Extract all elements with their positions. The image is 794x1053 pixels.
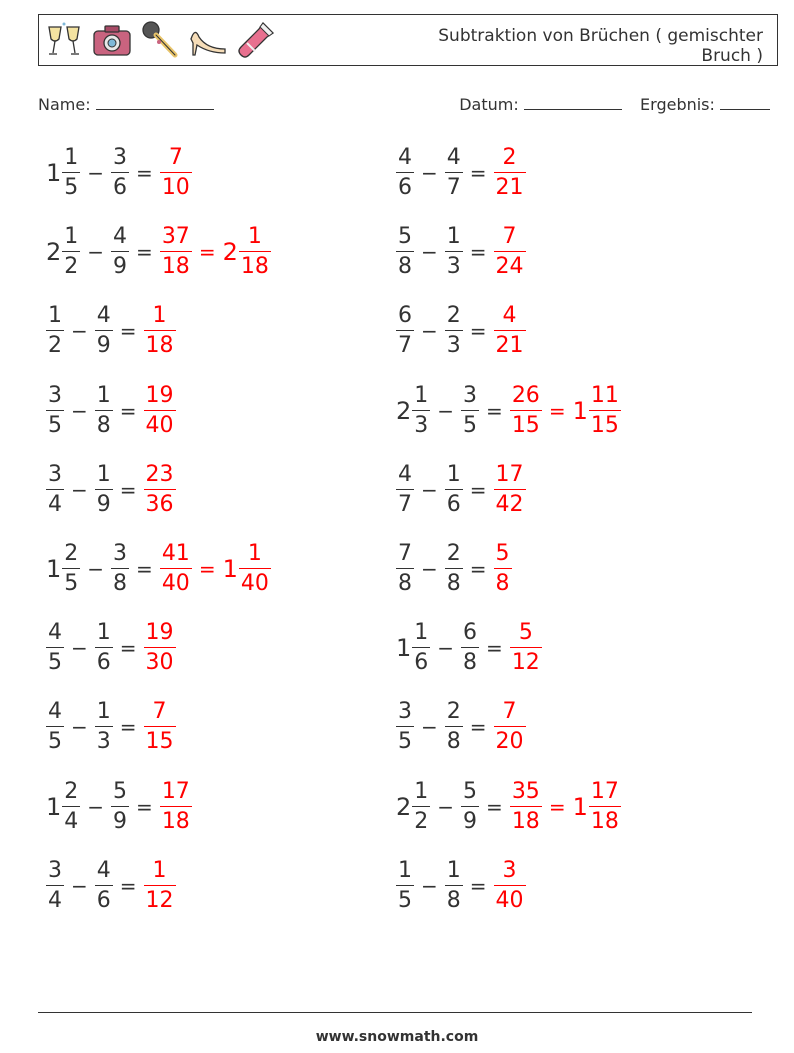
numerator: 3 — [113, 541, 128, 566]
equals-sign: = — [486, 398, 503, 423]
denominator: 2 — [62, 251, 80, 278]
answer — [160, 543, 271, 595]
denominator: 4 — [46, 489, 64, 516]
denominator: 5 — [62, 172, 80, 199]
answer — [494, 305, 526, 357]
numerator: 1 — [247, 224, 262, 250]
answer-whole-number: 2 — [222, 238, 238, 267]
denominator: 8 — [461, 647, 479, 674]
minus-sign: − — [437, 636, 455, 661]
answer-fraction — [510, 622, 542, 674]
numerator: 3 — [502, 857, 517, 883]
denominator: 18 — [160, 806, 192, 833]
answer-mixed-fraction — [589, 778, 621, 834]
denominator: 5 — [461, 410, 479, 437]
subtrahend-fraction — [95, 857, 113, 913]
denominator: 6 — [95, 647, 113, 674]
equals-sign: = — [486, 636, 503, 661]
denominator: 6 — [111, 172, 129, 199]
numerator: 1 — [48, 303, 62, 329]
equals-sign: = — [486, 794, 503, 819]
denominator: 3 — [412, 410, 430, 437]
numerator: 4 — [96, 857, 111, 883]
numerator: 41 — [161, 541, 190, 566]
denominator: 18 — [589, 806, 621, 833]
subtrahend-fraction — [111, 543, 129, 595]
minuend-fraction — [62, 147, 80, 199]
answer-mixed-fraction — [589, 382, 621, 438]
numerator: 17 — [590, 778, 619, 804]
worksheet-title: Subtraktion von Brüchen ( gemischter Bruch ) — [438, 26, 763, 66]
denominator: 9 — [95, 489, 113, 516]
equals-sign: = — [119, 715, 137, 740]
denominator: 8 — [396, 251, 414, 278]
answer-fraction — [144, 857, 176, 913]
denominator: 7 — [396, 330, 414, 357]
denominator: 3 — [445, 251, 463, 278]
denominator: 5 — [396, 726, 414, 753]
numerator: 23 — [145, 461, 174, 487]
numerator: 7 — [502, 224, 517, 250]
denominator: 18 — [510, 806, 542, 833]
denominator: 8 — [445, 885, 463, 912]
numerator: 3 — [48, 461, 62, 487]
equals-sign: = — [119, 319, 137, 344]
answer — [144, 382, 176, 438]
minus-sign: − — [437, 398, 455, 423]
problem-item — [396, 458, 526, 522]
subtrahend-fraction — [95, 305, 113, 357]
minuend-fraction — [396, 461, 414, 517]
minuend-fraction — [46, 622, 64, 674]
equals-sign: = — [198, 240, 216, 265]
answer-mixed-fraction — [239, 226, 271, 278]
equals-sign: = — [469, 557, 487, 581]
numerator: 2 — [502, 145, 517, 170]
problem-item — [396, 537, 512, 601]
answer-fraction — [144, 701, 176, 753]
minus-sign: − — [437, 794, 455, 819]
problem-item — [396, 379, 621, 443]
date-label: Datum: — [459, 95, 519, 114]
numerator: 1 — [152, 303, 167, 329]
subtrahend-fraction — [445, 701, 463, 753]
subtrahend-fraction — [95, 461, 113, 517]
denominator: 8 — [95, 410, 113, 437]
answer-fraction — [494, 543, 512, 595]
denominator: 12 — [510, 647, 542, 674]
minus-sign: − — [87, 794, 105, 819]
subtrahend-fraction — [445, 461, 463, 517]
numerator: 5 — [398, 224, 412, 250]
denominator: 9 — [111, 806, 129, 833]
minuend-fraction — [62, 226, 80, 278]
answer — [144, 857, 176, 913]
numerator: 1 — [398, 857, 412, 883]
answer-fraction — [160, 778, 192, 834]
answer-fraction — [160, 147, 192, 199]
problem-item — [396, 299, 526, 363]
answer — [144, 622, 176, 674]
minuend-fraction — [396, 857, 414, 913]
problem-item — [396, 775, 621, 839]
numerator: 2 — [446, 699, 461, 725]
subtrahend-fraction — [445, 147, 463, 199]
whole-number: 1 — [46, 792, 62, 821]
numerator: 5 — [463, 778, 478, 804]
denominator: 6 — [95, 885, 113, 912]
denominator: 9 — [95, 330, 113, 357]
answer — [494, 461, 526, 517]
denominator: 7 — [445, 172, 463, 199]
numerator: 5 — [113, 778, 128, 804]
subtrahend-fraction — [111, 778, 129, 834]
problem-item — [396, 220, 526, 284]
denominator: 4 — [46, 885, 64, 912]
minus-sign: − — [71, 873, 88, 898]
denominator: 15 — [510, 410, 542, 437]
equals-sign: = — [136, 794, 153, 819]
answer-fraction — [494, 305, 526, 357]
numerator: 26 — [511, 382, 540, 408]
whole-number: 1 — [46, 555, 62, 583]
minuend-fraction — [396, 226, 414, 278]
answer — [160, 226, 271, 278]
denominator: 2 — [412, 806, 430, 833]
subtrahend-fraction — [95, 382, 113, 438]
answer-fraction — [144, 622, 176, 674]
answer-fraction — [494, 147, 526, 199]
answer-fraction — [144, 382, 176, 438]
minuend-fraction — [396, 701, 414, 753]
equals-sign: = — [469, 715, 487, 740]
minuend-fraction — [396, 305, 414, 357]
subtrahend-fraction — [445, 226, 463, 278]
denominator: 42 — [494, 489, 526, 516]
minuend-fraction — [46, 701, 64, 753]
numerator: 1 — [446, 857, 461, 883]
equals-sign: = — [548, 398, 566, 423]
numerator: 19 — [145, 382, 174, 408]
denominator: 6 — [445, 489, 463, 516]
denominator: 12 — [144, 885, 176, 912]
answer-fraction — [494, 701, 526, 753]
numerator: 4 — [398, 461, 412, 487]
answer — [494, 701, 526, 753]
denominator: 40 — [239, 568, 271, 595]
minuend-fraction — [62, 778, 80, 834]
numerator: 3 — [463, 382, 478, 408]
minus-sign: − — [71, 319, 88, 344]
answer — [144, 701, 176, 753]
denominator: 30 — [144, 647, 176, 674]
numerator: 4 — [446, 145, 461, 170]
minus-sign: − — [421, 477, 438, 502]
minuend-fraction — [412, 382, 430, 438]
numerator: 1 — [247, 541, 262, 566]
minus-sign: − — [421, 557, 438, 581]
answer — [510, 382, 621, 438]
denominator: 6 — [412, 647, 430, 674]
answer — [510, 622, 542, 674]
denominator: 5 — [46, 647, 64, 674]
name-label: Name: — [38, 95, 91, 114]
minus-sign: − — [421, 161, 438, 185]
minuend-fraction — [412, 778, 430, 834]
denominator: 8 — [494, 568, 512, 595]
minus-sign: − — [71, 477, 88, 502]
minus-sign: − — [87, 240, 105, 265]
numerator: 2 — [446, 303, 461, 329]
numerator: 17 — [161, 778, 190, 804]
numerator: 6 — [463, 620, 478, 646]
numerator: 1 — [96, 461, 111, 487]
answer-whole-number: 1 — [572, 396, 588, 425]
equals-sign: = — [119, 477, 137, 502]
minus-sign: − — [71, 398, 88, 423]
denominator: 5 — [46, 410, 64, 437]
denominator: 21 — [494, 172, 526, 199]
minuend-fraction — [46, 382, 64, 438]
result-label: Ergebnis: — [640, 95, 715, 114]
denominator: 10 — [160, 172, 192, 199]
minuend-fraction — [62, 543, 80, 595]
footer-divider — [38, 1012, 752, 1013]
minus-sign: − — [87, 161, 105, 185]
problem-item — [46, 695, 176, 759]
denominator: 8 — [445, 726, 463, 753]
minuend-fraction — [412, 622, 430, 674]
answer — [494, 226, 526, 278]
answer-fraction — [160, 226, 192, 278]
answer-whole-number: 1 — [222, 555, 238, 583]
numerator: 3 — [48, 382, 62, 408]
answer — [144, 461, 176, 517]
problem-item — [46, 616, 176, 680]
equals-sign: = — [548, 794, 566, 819]
numerator: 7 — [168, 145, 183, 170]
answer — [160, 778, 192, 834]
answer — [494, 857, 526, 913]
subtrahend-fraction — [461, 778, 479, 834]
minuend-fraction — [46, 461, 64, 517]
numerator: 7 — [398, 541, 412, 566]
denominator: 4 — [62, 806, 80, 833]
answer-fraction — [494, 226, 526, 278]
problem-item — [46, 537, 271, 601]
denominator: 5 — [46, 726, 64, 753]
denominator: 40 — [494, 885, 526, 912]
denominator: 9 — [461, 806, 479, 833]
answer-fraction — [160, 543, 192, 595]
problem-item — [46, 458, 176, 522]
denominator: 20 — [494, 726, 526, 753]
denominator: 6 — [396, 172, 414, 199]
numerator: 4 — [502, 303, 517, 329]
numerator: 35 — [511, 778, 540, 804]
numerator: 4 — [113, 224, 128, 250]
numerator: 2 — [446, 541, 461, 566]
subtrahend-fraction — [95, 701, 113, 753]
denominator: 18 — [239, 251, 271, 278]
problem-item — [396, 141, 526, 205]
subtrahend-fraction — [445, 543, 463, 595]
numerator: 4 — [96, 303, 111, 329]
numerator: 1 — [414, 382, 429, 408]
minuend-fraction — [396, 543, 414, 595]
numerator: 4 — [48, 699, 62, 725]
denominator: 15 — [589, 410, 621, 437]
denominator: 21 — [494, 330, 526, 357]
footer-website: www.snowmath.com — [315, 1029, 479, 1045]
numerator: 1 — [446, 224, 461, 250]
answer-fraction — [510, 382, 542, 438]
numerator: 19 — [145, 620, 174, 646]
denominator: 8 — [111, 568, 129, 595]
whole-number: 2 — [46, 238, 62, 267]
minus-sign: − — [421, 240, 438, 265]
problem-item — [396, 854, 526, 918]
numerator: 6 — [398, 303, 412, 329]
denominator: 3 — [445, 330, 463, 357]
whole-number: 1 — [396, 634, 412, 663]
denominator: 7 — [396, 489, 414, 516]
numerator: 3 — [48, 857, 62, 883]
subtrahend-fraction — [111, 226, 129, 278]
equals-sign: = — [469, 873, 487, 898]
answer-fraction — [494, 461, 526, 517]
equals-sign: = — [469, 319, 487, 344]
numerator: 5 — [518, 620, 533, 646]
subtrahend-fraction — [111, 147, 129, 199]
answer-fraction — [144, 461, 176, 517]
answer-fraction — [494, 857, 526, 913]
subtrahend-fraction — [445, 857, 463, 913]
denominator: 15 — [144, 726, 176, 753]
minuend-fraction — [46, 305, 64, 357]
denominator: 24 — [494, 251, 526, 278]
problem-item — [46, 854, 176, 918]
numerator: 7 — [502, 699, 517, 725]
numerator: 5 — [495, 541, 510, 566]
equals-sign: = — [136, 240, 153, 265]
whole-number: 2 — [396, 792, 412, 821]
answer — [510, 778, 621, 834]
numerator: 4 — [398, 145, 412, 170]
minus-sign: − — [421, 715, 438, 740]
subtrahend-fraction — [95, 622, 113, 674]
numerator: 1 — [64, 145, 79, 170]
minus-sign: − — [421, 873, 438, 898]
numerator: 2 — [64, 778, 79, 804]
answer-fraction — [144, 305, 176, 357]
equals-sign: = — [469, 477, 487, 502]
numerator: 17 — [495, 461, 524, 487]
denominator: 5 — [396, 885, 414, 912]
answer-fraction — [510, 778, 542, 834]
numerator: 1 — [96, 382, 111, 408]
minuend-fraction — [46, 857, 64, 913]
equals-sign: = — [198, 557, 216, 581]
denominator: 18 — [160, 251, 192, 278]
minus-sign: − — [87, 557, 105, 581]
equals-sign: = — [469, 161, 487, 185]
problem-item — [396, 695, 526, 759]
numerator: 1 — [64, 224, 79, 250]
minus-sign: − — [421, 319, 438, 344]
denominator: 3 — [95, 726, 113, 753]
numerator: 3 — [398, 699, 412, 725]
answer — [494, 147, 526, 199]
numerator: 37 — [161, 224, 190, 250]
equals-sign: = — [136, 161, 153, 185]
numerator: 7 — [152, 699, 167, 725]
problem-item — [46, 141, 192, 205]
denominator: 18 — [144, 330, 176, 357]
problem-item — [46, 299, 176, 363]
equals-sign: = — [136, 557, 153, 581]
numerator: 1 — [96, 699, 111, 725]
denominator: 2 — [46, 330, 64, 357]
problem-item — [396, 616, 542, 680]
numerator: 1 — [152, 857, 167, 883]
denominator: 36 — [144, 489, 176, 516]
subtrahend-fraction — [461, 382, 479, 438]
numerator: 1 — [446, 461, 461, 487]
equals-sign: = — [119, 398, 137, 423]
whole-number: 2 — [396, 396, 412, 425]
subtrahend-fraction — [445, 305, 463, 357]
denominator: 8 — [396, 568, 414, 595]
equals-sign: = — [119, 873, 137, 898]
problem-item — [46, 775, 192, 839]
numerator: 11 — [590, 382, 619, 408]
equals-sign: = — [469, 240, 487, 265]
numerator: 2 — [64, 541, 79, 566]
answer — [144, 305, 176, 357]
problem-item — [46, 220, 271, 284]
subtrahend-fraction — [461, 622, 479, 674]
answer — [160, 147, 192, 199]
numerator: 1 — [96, 620, 111, 646]
denominator: 5 — [62, 568, 80, 595]
answer-mixed-fraction — [239, 543, 271, 595]
whole-number: 1 — [46, 159, 62, 187]
denominator: 8 — [445, 568, 463, 595]
problem-item — [46, 379, 176, 443]
answer-whole-number: 1 — [572, 792, 588, 821]
minus-sign: − — [71, 636, 88, 661]
answer — [494, 543, 512, 595]
denominator: 40 — [160, 568, 192, 595]
denominator: 40 — [144, 410, 176, 437]
denominator: 9 — [111, 251, 129, 278]
minus-sign: − — [71, 715, 88, 740]
numerator: 4 — [48, 620, 62, 646]
minuend-fraction — [396, 147, 414, 199]
numerator: 1 — [414, 620, 429, 646]
numerator: 1 — [414, 778, 429, 804]
equals-sign: = — [119, 636, 137, 661]
numerator: 3 — [113, 145, 128, 170]
